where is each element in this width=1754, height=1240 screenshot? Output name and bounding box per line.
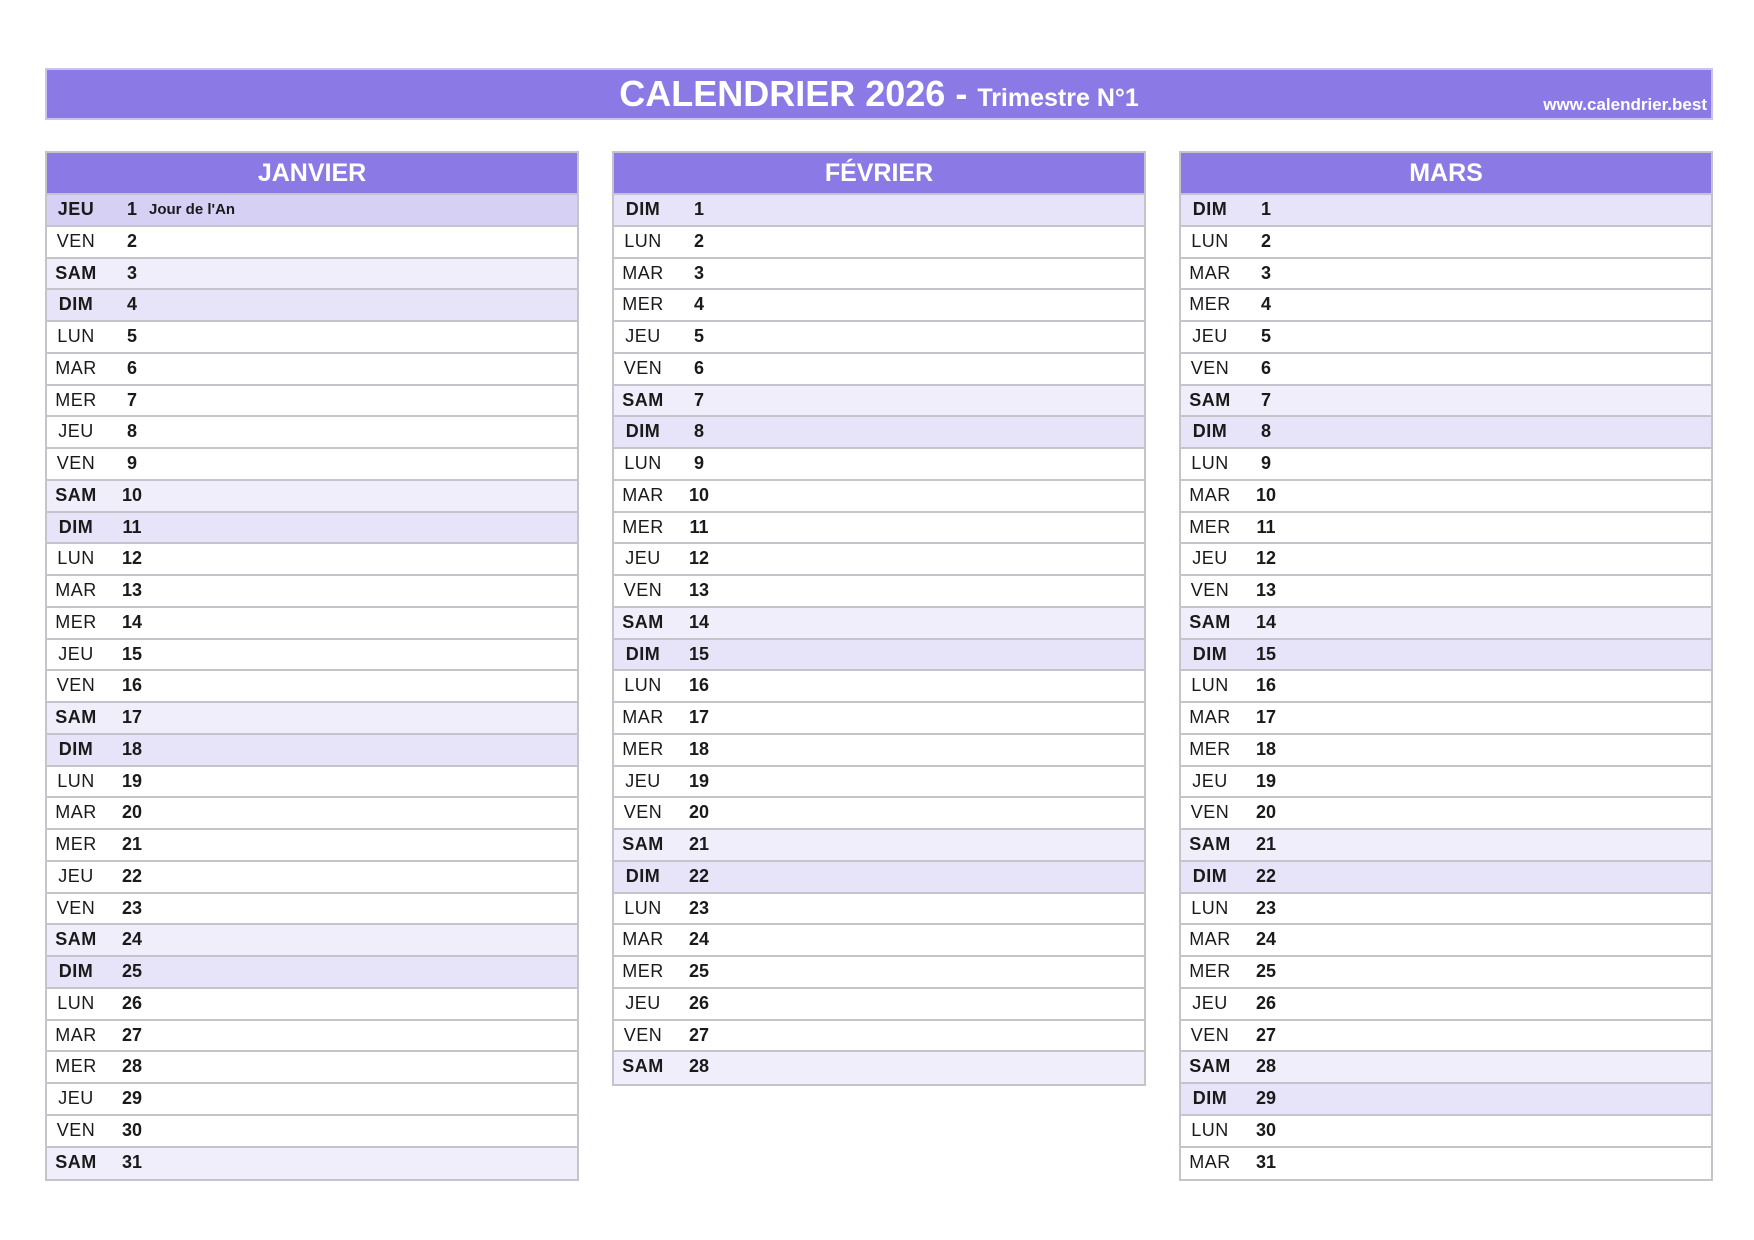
day-number: 14 <box>121 611 143 632</box>
day-number: 14 <box>1255 611 1277 632</box>
day-number: 5 <box>693 326 704 346</box>
weekday-label: JEU <box>625 326 661 346</box>
weekday-label: MAR <box>622 262 664 283</box>
weekday-label: MAR <box>622 929 664 950</box>
weekday-label: LUN <box>57 770 95 791</box>
day-number: 6 <box>693 357 704 378</box>
day-row <box>47 1084 577 1116</box>
day-number: 25 <box>688 961 710 981</box>
quarter-subtitle: Trimestre N°1 <box>977 84 1139 112</box>
weekday-label: VEN <box>623 357 663 378</box>
weekday-label: MER <box>55 1056 97 1077</box>
weekday-label: VEN <box>623 580 663 600</box>
day-row <box>1181 481 1711 513</box>
weekday-label: MER <box>1189 961 1231 981</box>
weekday-label: SAM <box>622 611 664 632</box>
day-row <box>47 576 577 608</box>
day-number: 9 <box>693 453 704 473</box>
weekday-label: MER <box>1189 516 1231 537</box>
weekday-label: SAM <box>622 1056 664 1077</box>
day-row <box>1181 259 1711 291</box>
day-number: 18 <box>1255 738 1277 759</box>
weekday-label: LUN <box>624 897 662 918</box>
day-number: 3 <box>1260 262 1271 283</box>
weekday-label: DIM <box>58 961 94 981</box>
weekday-label: VEN <box>1190 802 1230 823</box>
weekday-label: LUN <box>57 326 95 346</box>
day-number: 29 <box>121 1088 143 1108</box>
weekday-label: DIM <box>625 643 661 664</box>
weekday-label: JEU <box>1192 326 1228 346</box>
day-row <box>1181 290 1711 322</box>
day-number: 30 <box>1255 1119 1277 1140</box>
day-row <box>47 1116 577 1148</box>
weekday-label: LUN <box>1191 897 1229 918</box>
day-row <box>47 513 577 545</box>
day-number: 24 <box>688 929 710 950</box>
day-number: 9 <box>1260 453 1271 473</box>
day-row <box>47 925 577 957</box>
day-row <box>614 894 1144 926</box>
day-number: 12 <box>1255 548 1277 569</box>
weekday-label: MER <box>622 294 664 315</box>
weekday-label: MER <box>622 516 664 537</box>
day-number: 13 <box>121 580 143 600</box>
weekday-label: JEU <box>58 421 94 442</box>
day-number: 19 <box>688 770 710 791</box>
weekday-label: SAM <box>55 262 97 283</box>
day-row <box>47 449 577 481</box>
day-number: 16 <box>1255 675 1277 696</box>
day-row <box>1181 1021 1711 1053</box>
day-number: 1 <box>1260 199 1271 219</box>
day-number: 5 <box>1260 326 1271 346</box>
day-row <box>614 798 1144 830</box>
weekday-label: JEU <box>1192 992 1228 1013</box>
weekday-label: SAM <box>55 929 97 950</box>
day-row <box>47 195 577 227</box>
weekday-label: SAM <box>55 1151 97 1172</box>
day-row <box>614 449 1144 481</box>
weekday-label: LUN <box>1191 453 1229 473</box>
day-row <box>614 735 1144 767</box>
day-row <box>1181 449 1711 481</box>
weekday-label: DIM <box>625 865 661 886</box>
day-number: 22 <box>1255 865 1277 886</box>
day-number: 13 <box>1255 580 1277 600</box>
weekday-label: LUN <box>1191 230 1229 251</box>
weekday-label: SAM <box>1189 611 1231 632</box>
weekday-label: DIM <box>1192 1088 1228 1108</box>
day-number: 20 <box>1255 802 1277 823</box>
day-number: 6 <box>126 357 137 378</box>
day-number: 24 <box>1255 929 1277 950</box>
day-number: 28 <box>121 1056 143 1077</box>
day-row <box>47 227 577 259</box>
weekday-label: DIM <box>58 294 94 315</box>
day-row <box>47 862 577 894</box>
day-row <box>47 767 577 799</box>
day-row <box>1181 354 1711 386</box>
weekday-label: DIM <box>1192 421 1228 442</box>
day-row <box>1181 544 1711 576</box>
day-number: 22 <box>688 865 710 886</box>
day-row <box>614 671 1144 703</box>
day-row <box>47 640 577 672</box>
day-number: 3 <box>126 262 137 283</box>
day-number: 19 <box>121 770 143 791</box>
day-row <box>1181 513 1711 545</box>
day-row <box>1181 1052 1711 1084</box>
day-number: 16 <box>121 675 143 696</box>
day-number: 11 <box>122 516 142 537</box>
day-row <box>1181 608 1711 640</box>
weekday-label: DIM <box>1192 199 1228 219</box>
day-list <box>1181 195 1711 1179</box>
title-bar <box>45 68 1713 120</box>
day-number: 26 <box>121 992 143 1013</box>
day-number: 28 <box>1255 1056 1277 1077</box>
weekday-label: MAR <box>1189 1151 1231 1172</box>
weekday-label: VEN <box>56 897 96 918</box>
day-number: 23 <box>688 897 710 918</box>
day-number: 17 <box>1255 707 1277 727</box>
day-number: 21 <box>1255 834 1277 854</box>
weekday-label: VEN <box>1190 357 1230 378</box>
day-row <box>47 544 577 576</box>
day-number: 17 <box>121 707 143 727</box>
day-row <box>47 1052 577 1084</box>
weekday-label: LUN <box>624 453 662 473</box>
day-row <box>47 322 577 354</box>
day-row <box>1181 195 1711 227</box>
day-row <box>1181 417 1711 449</box>
day-row <box>614 989 1144 1021</box>
weekday-label: DIM <box>1192 865 1228 886</box>
weekday-label: MER <box>1189 294 1231 315</box>
month-header: JANVIER <box>47 153 577 195</box>
weekday-label: VEN <box>56 1119 96 1140</box>
weekday-label: SAM <box>1189 389 1231 410</box>
weekday-label: LUN <box>1191 675 1229 696</box>
day-row <box>1181 925 1711 957</box>
weekday-label: MAR <box>622 484 664 505</box>
day-number: 12 <box>121 548 143 569</box>
weekday-label: MER <box>1189 738 1231 759</box>
weekday-label: LUN <box>624 230 662 251</box>
day-row <box>614 1052 1144 1084</box>
day-row <box>1181 703 1711 735</box>
weekday-label: MAR <box>55 580 97 600</box>
day-row <box>1181 576 1711 608</box>
day-row <box>1181 989 1711 1021</box>
weekday-label: SAM <box>622 834 664 854</box>
day-number: 20 <box>121 802 143 823</box>
weekday-label: JEU <box>1192 770 1228 791</box>
weekday-label: JEU <box>625 770 661 791</box>
weekday-label: MAR <box>1189 484 1231 505</box>
weekday-label: VEN <box>1190 580 1230 600</box>
weekday-label: VEN <box>56 230 96 251</box>
day-row <box>614 259 1144 291</box>
weekday-label: SAM <box>1189 834 1231 854</box>
day-row <box>614 608 1144 640</box>
month-february <box>612 151 1146 1086</box>
day-row <box>1181 1148 1711 1180</box>
day-number: 11 <box>1256 516 1276 537</box>
day-number: 1 <box>693 199 704 219</box>
day-row <box>47 735 577 767</box>
day-row <box>1181 862 1711 894</box>
weekday-label: SAM <box>1189 1056 1231 1077</box>
day-number: 13 <box>688 580 710 600</box>
weekday-label: JEU <box>58 1088 94 1108</box>
weekday-label: JEU <box>1192 548 1228 569</box>
day-number: 12 <box>688 548 710 569</box>
weekday-label: VEN <box>623 1024 663 1045</box>
day-number: 25 <box>1255 961 1277 981</box>
day-row <box>614 862 1144 894</box>
day-number: 8 <box>1260 421 1271 442</box>
day-row <box>47 290 577 322</box>
weekday-label: MAR <box>1189 262 1231 283</box>
day-row <box>1181 227 1711 259</box>
weekday-label: MAR <box>55 802 97 823</box>
weekday-label: VEN <box>56 675 96 696</box>
day-number: 25 <box>121 961 143 981</box>
day-row <box>614 830 1144 862</box>
day-row <box>614 925 1144 957</box>
day-number: 3 <box>693 262 704 283</box>
weekday-label: LUN <box>57 548 95 569</box>
month-march <box>1179 151 1713 1181</box>
day-row <box>614 354 1144 386</box>
day-number: 23 <box>121 897 143 918</box>
day-row <box>614 481 1144 513</box>
weekday-label: JEU <box>57 199 95 219</box>
weekday-label: LUN <box>1191 1119 1229 1140</box>
day-row <box>47 798 577 830</box>
day-row <box>614 640 1144 672</box>
day-number: 7 <box>126 389 137 410</box>
day-number: 5 <box>126 326 137 346</box>
day-row <box>614 544 1144 576</box>
day-number: 2 <box>693 230 704 251</box>
day-row <box>47 354 577 386</box>
day-row <box>1181 830 1711 862</box>
day-number: 14 <box>688 611 710 632</box>
weekday-label: DIM <box>1192 643 1228 664</box>
weekday-label: SAM <box>55 707 97 727</box>
day-row <box>47 608 577 640</box>
day-number: 15 <box>1255 643 1277 664</box>
day-row <box>1181 894 1711 926</box>
weekday-label: MER <box>55 834 97 854</box>
day-number: 31 <box>1255 1151 1277 1172</box>
calendar-title: CALENDRIER 2026 - <box>619 73 978 114</box>
day-row <box>1181 767 1711 799</box>
day-number: 27 <box>1255 1024 1277 1045</box>
day-row <box>614 957 1144 989</box>
weekday-label: MAR <box>1189 707 1231 727</box>
day-row <box>47 957 577 989</box>
day-number: 27 <box>688 1024 710 1045</box>
weekday-label: MAR <box>622 707 664 727</box>
day-number: 9 <box>126 453 137 473</box>
weekday-label: JEU <box>58 865 94 886</box>
day-list <box>614 195 1144 1084</box>
day-number: 21 <box>688 834 710 854</box>
day-number: 8 <box>126 421 137 442</box>
day-number: 21 <box>121 834 143 854</box>
day-row <box>47 1148 577 1180</box>
day-number: 18 <box>688 738 710 759</box>
day-number: 2 <box>1260 230 1271 251</box>
day-number: 20 <box>688 802 710 823</box>
day-row <box>47 386 577 418</box>
weekday-label: LUN <box>624 675 662 696</box>
day-number: 27 <box>121 1024 143 1045</box>
day-number: 26 <box>1255 992 1277 1013</box>
day-number: 8 <box>693 421 704 442</box>
day-row <box>614 576 1144 608</box>
day-row <box>47 989 577 1021</box>
day-row <box>47 830 577 862</box>
month-january <box>45 151 579 1181</box>
day-number: 15 <box>688 643 710 664</box>
day-row <box>47 417 577 449</box>
day-number: 23 <box>1255 897 1277 918</box>
day-number: 19 <box>1255 770 1277 791</box>
weekday-label: VEN <box>623 802 663 823</box>
month-header: MARS <box>1181 153 1711 195</box>
holiday-label: Jour de l'An <box>149 201 236 218</box>
website-link[interactable]: www.calendrier.best <box>1543 95 1707 114</box>
day-list <box>47 195 577 1179</box>
day-row <box>47 703 577 735</box>
weekday-label: MAR <box>1189 929 1231 950</box>
weekday-label: SAM <box>55 484 97 505</box>
weekday-label: MER <box>55 389 97 410</box>
day-row <box>614 1021 1144 1053</box>
day-number: 10 <box>688 484 710 505</box>
day-number: 16 <box>688 675 710 696</box>
day-row <box>614 386 1144 418</box>
day-number: 2 <box>126 230 137 251</box>
day-number: 22 <box>121 865 143 886</box>
weekday-label: JEU <box>58 643 94 664</box>
day-row <box>1181 671 1711 703</box>
day-row <box>614 417 1144 449</box>
weekday-label: DIM <box>58 738 94 759</box>
day-number: 4 <box>1260 294 1271 315</box>
day-row <box>47 481 577 513</box>
day-number: 28 <box>688 1056 710 1077</box>
weekday-label: SAM <box>622 389 664 410</box>
weekday-label: MER <box>622 961 664 981</box>
day-number: 10 <box>1255 484 1277 505</box>
weekday-label: MER <box>55 611 97 632</box>
weekday-label: JEU <box>625 548 661 569</box>
day-number: 7 <box>693 389 704 410</box>
day-row <box>47 671 577 703</box>
day-number: 26 <box>688 992 710 1013</box>
weekday-label: DIM <box>625 199 661 219</box>
weekday-label: VEN <box>56 453 96 473</box>
day-row <box>1181 735 1711 767</box>
weekday-label: LUN <box>57 992 95 1013</box>
day-number: 24 <box>121 929 143 950</box>
day-row <box>1181 1084 1711 1116</box>
day-number: 11 <box>689 516 709 537</box>
weekday-label: MAR <box>55 1024 97 1045</box>
day-row <box>47 1021 577 1053</box>
page-title <box>47 73 1711 116</box>
day-number: 29 <box>1255 1088 1277 1108</box>
month-header: FÉVRIER <box>614 153 1144 195</box>
day-row <box>1181 957 1711 989</box>
day-number: 10 <box>121 484 143 505</box>
day-row <box>47 259 577 291</box>
day-number: 15 <box>121 643 143 664</box>
weekday-label: VEN <box>1190 1024 1230 1045</box>
day-number: 4 <box>693 294 704 315</box>
day-number: 4 <box>126 294 137 315</box>
day-row <box>614 322 1144 354</box>
day-row <box>1181 386 1711 418</box>
day-number: 1 <box>126 199 137 219</box>
day-row <box>614 227 1144 259</box>
day-row <box>1181 322 1711 354</box>
day-number: 31 <box>121 1151 143 1172</box>
day-row <box>1181 1116 1711 1148</box>
day-row <box>47 894 577 926</box>
day-row <box>614 290 1144 322</box>
day-number: 17 <box>688 707 710 727</box>
weekday-label: DIM <box>625 421 661 442</box>
weekday-label: MER <box>622 738 664 759</box>
day-row <box>614 703 1144 735</box>
day-number: 7 <box>1260 389 1271 410</box>
day-number: 30 <box>121 1119 143 1140</box>
weekday-label: MAR <box>55 357 97 378</box>
day-row <box>614 513 1144 545</box>
weekday-label: JEU <box>625 992 661 1013</box>
weekday-label: DIM <box>58 516 94 537</box>
day-row <box>1181 798 1711 830</box>
day-row <box>614 195 1144 227</box>
day-row <box>614 767 1144 799</box>
day-number: 6 <box>1260 357 1271 378</box>
day-number: 18 <box>121 738 143 759</box>
day-row <box>1181 640 1711 672</box>
